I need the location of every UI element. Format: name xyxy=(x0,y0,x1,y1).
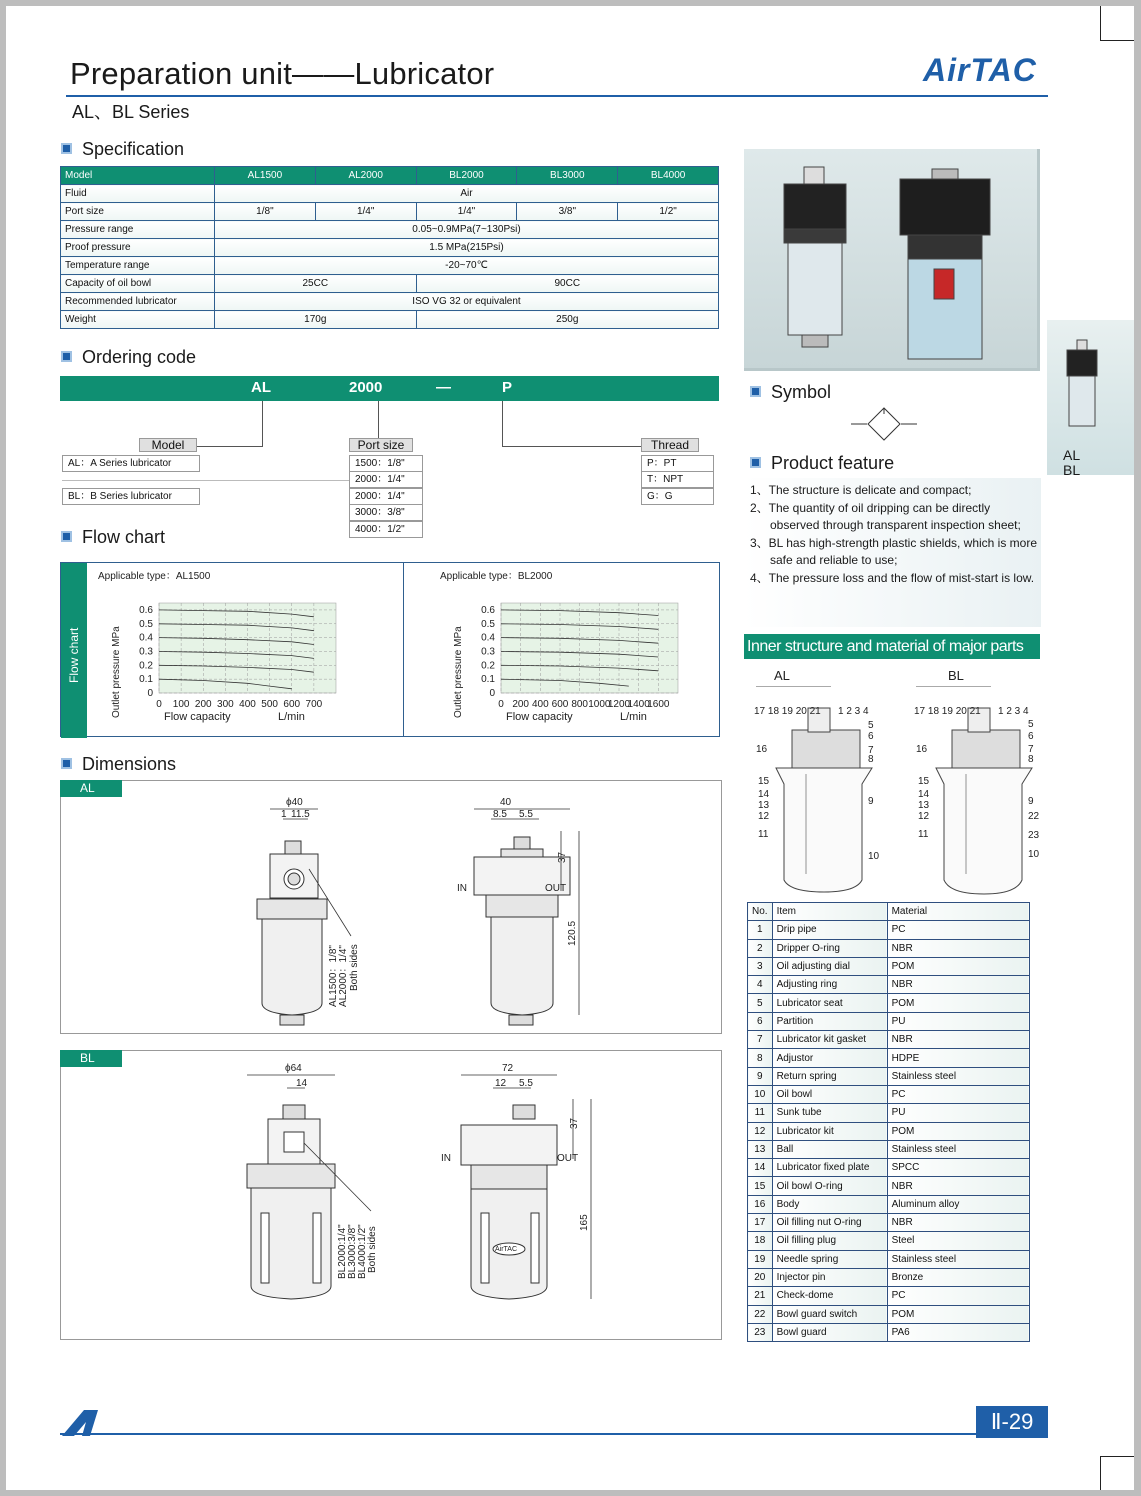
table-row: Model AL1500 AL2000 BL2000 BL3000 BL4000 xyxy=(61,167,719,185)
item-material: PU xyxy=(887,1012,1029,1030)
item-number: 18 xyxy=(748,1232,773,1250)
item-name: Oil filling nut O-ring xyxy=(772,1214,887,1232)
series-side-tab xyxy=(1047,320,1134,478)
x-tick-label: 200 xyxy=(194,699,212,710)
list-item: 1、The structure is delicate and compact; xyxy=(750,483,972,497)
specification-table xyxy=(60,166,719,329)
svg-text:14: 14 xyxy=(918,789,930,800)
table-row xyxy=(748,1012,1030,1030)
table-row xyxy=(748,1268,1030,1286)
table-row xyxy=(748,1085,1030,1103)
al-in-label: IN xyxy=(457,883,467,894)
table-row xyxy=(748,1177,1030,1195)
item-material: Steel xyxy=(887,1232,1029,1250)
item-name: Oil bowl xyxy=(772,1085,887,1103)
connector-line xyxy=(502,401,503,446)
item-material: PC xyxy=(887,1287,1029,1305)
bl-dimension-box xyxy=(60,1050,722,1340)
al-port-2: AL2000：1/4" xyxy=(338,945,349,1007)
port-option: 3000：3/8" xyxy=(349,504,423,521)
flow-chart-box xyxy=(60,562,720,737)
x-axis-label: Flow capacity xyxy=(506,711,573,723)
x-tick-label: 1000 xyxy=(588,699,611,710)
item-number: 10 xyxy=(748,1085,773,1103)
svg-text:5: 5 xyxy=(868,720,874,731)
divider xyxy=(62,480,349,481)
table-row: No. Item Material xyxy=(748,903,1030,921)
item-material: HDPE xyxy=(887,1049,1029,1067)
bl-phi-dim: ϕ64 xyxy=(285,1063,302,1074)
crop-mark xyxy=(1100,6,1101,40)
bl-height-2: 165 xyxy=(579,1214,590,1231)
crop-mark xyxy=(1100,40,1134,41)
code-dash: — xyxy=(436,379,451,396)
svg-text:10: 10 xyxy=(1028,849,1040,860)
table-row xyxy=(748,957,1030,975)
item-number: 17 xyxy=(748,1214,773,1232)
table-row xyxy=(748,994,1030,1012)
table-row: Recommended lubricator ISO VG 32 or equivalent xyxy=(61,293,719,311)
table-row xyxy=(748,1232,1030,1250)
item-material: SPCC xyxy=(887,1159,1029,1177)
item-material: PU xyxy=(887,1104,1029,1122)
bl-port-4: Both sides xyxy=(367,1226,378,1273)
bl-height-1: 37 xyxy=(569,1117,580,1129)
svg-text:16: 16 xyxy=(916,744,928,755)
table-row xyxy=(748,1323,1030,1341)
divider xyxy=(756,686,831,687)
item-material: PC xyxy=(887,1085,1029,1103)
item-name: Lubricator kit xyxy=(772,1122,887,1140)
table-row xyxy=(748,1250,1030,1268)
y-tick-label: 0.4 xyxy=(481,632,495,644)
table-row xyxy=(748,1031,1030,1049)
item-name: Bowl guard switch xyxy=(772,1305,887,1323)
side-tab-al: AL xyxy=(1063,447,1081,463)
y-tick-label: 0.1 xyxy=(139,674,153,686)
al-callout-group: 1 2 3 4 xyxy=(838,706,869,717)
x-tick-label: 300 xyxy=(217,699,234,710)
list-item: 2、The quantity of oil dripping can be directly observed through transparent inspection sheet; xyxy=(750,500,1021,532)
item-number: 21 xyxy=(748,1287,773,1305)
item-name: Needle spring xyxy=(772,1250,887,1268)
item-number: 4 xyxy=(748,976,773,994)
inner-bl-label: BL xyxy=(948,668,964,683)
x-tick-label: 600 xyxy=(283,699,301,710)
svg-text:9: 9 xyxy=(1028,796,1034,807)
flow-charts xyxy=(61,563,719,736)
item-name: Oil adjusting dial xyxy=(772,957,887,975)
svg-text:6: 6 xyxy=(868,731,874,742)
al-port-3: Both sides xyxy=(349,944,360,991)
ordering-code-bar xyxy=(60,376,719,401)
svg-text:13: 13 xyxy=(758,800,770,811)
item-number: 12 xyxy=(748,1122,773,1140)
item-number: 5 xyxy=(748,994,773,1012)
feature-heading: Product feature xyxy=(750,453,894,474)
x-tick-label: 800 xyxy=(571,699,589,710)
x-axis-unit: L/min xyxy=(278,711,305,723)
al-dim-2: 11.5 xyxy=(291,809,310,820)
y-tick-label: 0.5 xyxy=(481,618,495,630)
svg-text:8: 8 xyxy=(1028,754,1034,765)
item-name: Partition xyxy=(772,1012,887,1030)
x-tick-label: 400 xyxy=(239,699,256,710)
code-model: AL xyxy=(251,379,271,396)
item-name: Drip pipe xyxy=(772,921,887,939)
catalog-page xyxy=(6,6,1134,1490)
y-axis-label: Outlet pressure MPa xyxy=(453,626,464,718)
table-row xyxy=(748,976,1030,994)
bl-tag: BL xyxy=(60,1050,122,1067)
x-axis-unit: L/min xyxy=(620,711,647,723)
item-number: 23 xyxy=(748,1323,773,1341)
item-name: Return spring xyxy=(772,1067,887,1085)
y-tick-label: 0.2 xyxy=(481,660,495,672)
svg-text:7: 7 xyxy=(1028,744,1034,755)
al-height-2: 120.5 xyxy=(567,920,578,946)
item-number: 16 xyxy=(748,1195,773,1213)
al-port-1: AL1500：1/8" xyxy=(328,945,339,1007)
al-dim-a: 8.5 xyxy=(493,809,507,820)
bl-port-1: BL2000:1/4" xyxy=(337,1224,348,1279)
svg-text:22: 22 xyxy=(1028,811,1040,822)
svg-text:15: 15 xyxy=(918,776,930,787)
flow-chart-heading: Flow chart xyxy=(61,527,165,548)
svg-text:9: 9 xyxy=(868,796,874,807)
table-row: Port size 1/8" 1/4" 1/4" 3/8" 1/2" xyxy=(61,203,719,221)
item-number: 20 xyxy=(748,1268,773,1286)
bl-width-dim: 72 xyxy=(502,1063,514,1074)
square-bullet-icon xyxy=(750,386,761,397)
header-rule xyxy=(66,95,1048,97)
item-name: Bowl guard xyxy=(772,1323,887,1341)
item-number: 15 xyxy=(748,1177,773,1195)
ordering-heading: Ordering code xyxy=(61,347,196,368)
svg-text:12: 12 xyxy=(918,811,930,822)
item-name: Adjustor xyxy=(772,1049,887,1067)
thread-option: G：G xyxy=(641,488,714,505)
item-name: Check-dome xyxy=(772,1287,887,1305)
table-row xyxy=(748,1305,1030,1323)
table-row: Weight 170g 250g xyxy=(61,311,719,329)
chart-title: Applicable type：AL1500 xyxy=(98,571,211,582)
table-row xyxy=(748,1287,1030,1305)
lubricator-symbol xyxy=(851,406,917,442)
bl-dimension-drawing xyxy=(61,1051,721,1339)
chart-title: Applicable type：BL2000 xyxy=(440,571,553,582)
table-row xyxy=(748,939,1030,957)
item-number: 8 xyxy=(748,1049,773,1067)
model-option: BL：B Series lubricator xyxy=(62,488,200,505)
table-row xyxy=(748,1214,1030,1232)
port-option: 4000：1/2" xyxy=(349,521,423,538)
x-tick-label: 1400 xyxy=(627,699,650,710)
bl-port-2: BL3000:3/8" xyxy=(347,1224,358,1279)
x-axis-label: Flow capacity xyxy=(164,711,231,723)
bl-port-3: BL4000:1/2" xyxy=(357,1224,368,1279)
y-tick-label: 0.1 xyxy=(481,674,495,686)
x-tick-label: 1600 xyxy=(647,699,670,710)
svg-text:17 18 19 20 21: 17 18 19 20 21 xyxy=(914,706,981,717)
table-row xyxy=(748,921,1030,939)
x-tick-label: 0 xyxy=(498,699,504,710)
table-row: Fluid Air xyxy=(61,185,719,203)
item-material: POM xyxy=(887,1305,1029,1323)
table-row xyxy=(748,1067,1030,1085)
item-name: Body xyxy=(772,1195,887,1213)
bl-out-label: OUT xyxy=(557,1153,579,1164)
square-bullet-icon xyxy=(61,143,72,154)
item-material: POM xyxy=(887,957,1029,975)
item-material: Stainless steel xyxy=(887,1140,1029,1158)
item-material: Bronze xyxy=(887,1268,1029,1286)
product-photo-illustration xyxy=(744,149,1040,371)
svg-text:16: 16 xyxy=(756,744,768,755)
table-row xyxy=(748,1140,1030,1158)
crop-mark xyxy=(1100,1456,1134,1457)
page-number: Ⅱ-29 xyxy=(976,1406,1048,1438)
svg-text:13: 13 xyxy=(918,800,930,811)
dimensions-heading: Dimensions xyxy=(61,754,176,775)
item-name: Lubricator seat xyxy=(772,994,887,1012)
x-tick-label: 1200 xyxy=(607,699,631,710)
footer-rule xyxy=(60,1433,1048,1435)
x-tick-label: 400 xyxy=(531,699,549,710)
table-row xyxy=(748,1049,1030,1067)
svg-text:15: 15 xyxy=(758,776,770,787)
crop-mark xyxy=(1100,1456,1101,1490)
bl-in-label: IN xyxy=(441,1153,451,1164)
x-tick-label: 100 xyxy=(172,699,190,710)
svg-text:6: 6 xyxy=(1028,731,1034,742)
bl-dim-a: 12 xyxy=(495,1078,507,1089)
item-number: 19 xyxy=(748,1250,773,1268)
item-material: NBR xyxy=(887,1214,1029,1232)
page-title: Preparation unit——Lubricator xyxy=(70,56,495,91)
y-tick-label: 0.6 xyxy=(481,604,495,616)
divider xyxy=(916,686,991,687)
list-item: 3、BL has high-strength plastic shields, which is more safe and reliable to use; xyxy=(750,535,1038,567)
symbol-heading: Symbol xyxy=(750,382,831,403)
al-phi-dim: ϕ40 xyxy=(286,797,303,808)
table-row: Pressure range 0.05~0.9MPa(7~130Psi) xyxy=(61,221,719,239)
connector-line xyxy=(502,446,642,447)
side-tab-thumbnail xyxy=(1047,320,1134,440)
item-number: 6 xyxy=(748,1012,773,1030)
inner-al-label: AL xyxy=(774,668,790,683)
item-name: Sunk tube xyxy=(772,1104,887,1122)
item-number: 2 xyxy=(748,939,773,957)
item-number: 7 xyxy=(748,1031,773,1049)
table-row xyxy=(748,1195,1030,1213)
code-port: 2000 xyxy=(349,379,383,396)
y-tick-label: 0.3 xyxy=(139,646,153,658)
x-tick-label: 600 xyxy=(551,699,569,710)
item-material: PA6 xyxy=(887,1323,1029,1341)
y-tick-label: 0.3 xyxy=(481,646,495,658)
al-tag: AL xyxy=(60,780,122,797)
brand-logo: AirTAC xyxy=(923,52,1037,88)
al-dim-1: 1 xyxy=(281,809,287,820)
connector-line xyxy=(262,401,263,446)
item-number: 9 xyxy=(748,1067,773,1085)
specification-heading: Specification xyxy=(61,139,184,160)
svg-text:14: 14 xyxy=(758,789,770,800)
port-option: 2000：1/4" xyxy=(349,488,423,505)
bl-body-logo: AirTAC xyxy=(495,1246,518,1253)
item-number: 13 xyxy=(748,1140,773,1158)
item-number: 1 xyxy=(748,921,773,939)
item-number: 22 xyxy=(748,1305,773,1323)
al-dim-b: 5.5 xyxy=(519,809,533,820)
item-name: Oil filling plug xyxy=(772,1232,887,1250)
table-row: Capacity of oil bowl 25CC 90CC xyxy=(61,275,719,293)
side-tab-bl: BL xyxy=(1063,462,1081,478)
table-row xyxy=(748,1159,1030,1177)
square-bullet-icon xyxy=(61,351,72,362)
thread-option: T：NPT xyxy=(641,471,714,488)
svg-text:23: 23 xyxy=(1028,830,1040,841)
inner-structure-heading: Inner structure and material of major parts xyxy=(744,634,1040,659)
y-tick-label: 0.5 xyxy=(139,618,153,630)
item-name: Oil bowl O-ring xyxy=(772,1177,887,1195)
thread-option: P：PT xyxy=(641,455,714,472)
square-bullet-icon xyxy=(61,531,72,542)
al-out-label: OUT xyxy=(545,883,567,894)
product-photo xyxy=(744,149,1040,371)
al-dimension-box xyxy=(60,780,722,1034)
materials-table xyxy=(747,902,1030,1342)
x-tick-label: 700 xyxy=(305,699,323,710)
y-tick-label: 0.4 xyxy=(139,632,153,644)
al-width-dim: 40 xyxy=(500,797,512,808)
item-material: NBR xyxy=(887,939,1029,957)
item-name: Injector pin xyxy=(772,1268,887,1286)
port-option: 2000：1/4" xyxy=(349,471,423,488)
item-name: Dripper O-ring xyxy=(772,939,887,957)
flow-chart-side-label: Flow chart xyxy=(61,563,87,738)
item-material: NBR xyxy=(887,1177,1029,1195)
svg-text:1 2 3 4: 1 2 3 4 xyxy=(998,706,1029,717)
item-material: POM xyxy=(887,1122,1029,1140)
svg-text:12: 12 xyxy=(758,811,770,822)
port-option: 1500：1/8" xyxy=(349,455,423,472)
svg-text:11: 11 xyxy=(918,829,929,840)
item-number: 11 xyxy=(748,1104,773,1122)
svg-text:5: 5 xyxy=(1028,719,1034,730)
item-number: 3 xyxy=(748,957,773,975)
svg-text:7: 7 xyxy=(868,745,874,756)
svg-text:10: 10 xyxy=(868,851,880,862)
model-option: AL：A Series lubricator xyxy=(62,455,200,472)
code-thread: P xyxy=(502,379,513,396)
svg-text:8: 8 xyxy=(868,754,874,765)
y-tick-label: 0 xyxy=(147,688,153,699)
item-material: POM xyxy=(887,994,1029,1012)
item-material: PC xyxy=(887,921,1029,939)
page-subtitle: AL、BL Series xyxy=(72,102,190,122)
item-material: NBR xyxy=(887,976,1029,994)
table-row xyxy=(748,1104,1030,1122)
y-tick-label: 0.6 xyxy=(139,604,153,616)
x-tick-label: 0 xyxy=(156,699,162,710)
table-row xyxy=(748,1122,1030,1140)
al-dimension-drawing xyxy=(61,781,721,1033)
svg-text:11: 11 xyxy=(758,829,769,840)
item-name: Adjusting ring xyxy=(772,976,887,994)
al-height-1: 37 xyxy=(557,851,568,863)
model-tag: Model xyxy=(139,438,197,452)
item-name: Ball xyxy=(772,1140,887,1158)
y-tick-label: 0 xyxy=(489,688,495,699)
x-tick-label: 200 xyxy=(512,699,530,710)
item-name: Lubricator fixed plate xyxy=(772,1159,887,1177)
thread-tag: Thread xyxy=(641,438,699,452)
connector-line xyxy=(378,401,379,441)
table-row: Proof pressure 1.5 MPa(215Psi) xyxy=(61,239,719,257)
x-tick-label: 500 xyxy=(261,699,278,710)
table-row: Temperature range -20~70℃ xyxy=(61,257,719,275)
square-bullet-icon xyxy=(61,758,72,769)
connector-line xyxy=(196,446,263,447)
y-axis-label: Outlet pressure MPa xyxy=(111,626,122,718)
y-tick-label: 0.2 xyxy=(139,660,153,672)
item-material: Stainless steel xyxy=(887,1067,1029,1085)
feature-list xyxy=(744,478,1041,627)
inner-structure-drawing xyxy=(746,694,1046,899)
item-name: Lubricator kit gasket xyxy=(772,1031,887,1049)
bl-dim-b: 5.5 xyxy=(519,1078,533,1089)
square-bullet-icon xyxy=(750,457,761,468)
port-size-tag: Port size xyxy=(349,438,413,452)
item-number: 14 xyxy=(748,1159,773,1177)
al-callout-group: 17 18 19 20 21 xyxy=(754,706,821,717)
bl-dim-1: 14 xyxy=(296,1078,308,1089)
item-material: Stainless steel xyxy=(887,1250,1029,1268)
list-item: 4、The pressure loss and the flow of mist-start is low. xyxy=(750,570,1035,585)
item-material: NBR xyxy=(887,1031,1029,1049)
item-material: Aluminum alloy xyxy=(887,1195,1029,1213)
